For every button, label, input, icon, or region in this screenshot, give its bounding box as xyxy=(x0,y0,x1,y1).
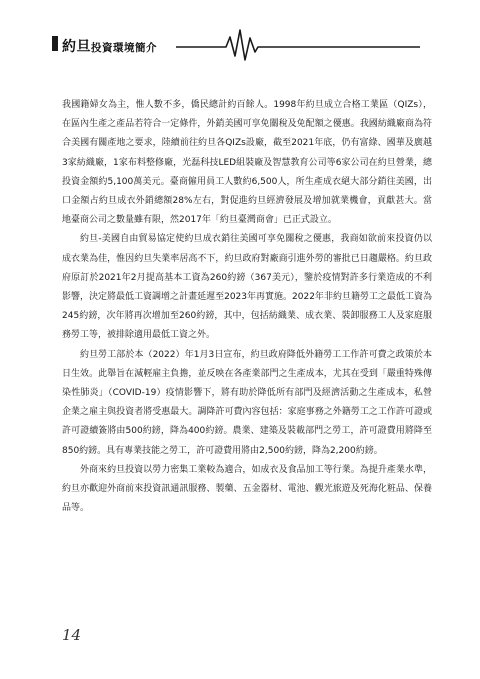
chapter-title xyxy=(62,36,157,56)
page-header xyxy=(0,0,480,90)
paragraph: 約旦-美國自由貿易協定使約旦成衣銷往美國可享免關稅之優惠，我商如欲前來投資仍以成衣業為佳，惟因約旦失業率居高不下，約旦政府對廠商引進外勞的審批已日趨嚴格。約旦政府原訂於2021年2月提高基本工資為260約鎊（367美元），鑒於疫情對許多行業造成的不利影響，決定將最低工資調增之計畫延遲至2023年再實施。2022年非約旦籍勞工之最低工資為245約鎊，次年將再次增加至260約鎊，其中，包括紡織業、成衣業、裝卸服務工人及家庭服務勞工等，被排除適用最低工資之外。 xyxy=(62,234,432,341)
body-text xyxy=(62,96,432,518)
page-number: 14 xyxy=(62,626,82,644)
paragraph: 外商來約旦投資以勞力密集工業較為適合，如成衣及食品加工等行業。為提升產業水準，約旦亦歡迎外商前來投資訊通訊服務、製藥、五金器材、電池、觀光旅遊及死海化粧品、保養品等。 xyxy=(62,464,432,514)
paragraph: 我國籍婦女為主，惟人數不多，僑民總計約百餘人。1998年約旦成立合格工業區（QIZs），在區內生產之產品若符合一定條件，外銷美國可享免關稅及免配額之優惠。我國紡織廠商為符合美國有關產地之要求，陸續前往約旦各QIZs設廠，截至2021年底，仍有富綠、國華及廣越3家紡織廠，1家布料整修廠，光磊科技LED組裝廠及智慧教育公司等6家公司在約旦營業，總投資金額約5,100萬美元。臺商僱用員工人數約6,500人，所生產成衣絕大部分銷往美國，出口金額占約旦成衣外銷總額28%左右，對促進約旦經濟發展及增加就業機會，貢獻甚大。當地臺商公司之數量雖有限，然2017年「約旦臺灣商會」已正式設立。 xyxy=(62,100,432,226)
paragraph: 約旦勞工部於本（2022）年1月3日宣布，約旦政府降低外籍勞工工作許可費之政策於本日生效。此舉旨在減輕雇主負擔，並反映在各產業部門之生產成本，尤其在受到「嚴重特殊傳染性肺炎」（COVID-19）疫情影響下，將有助於降低所有部門及經濟活動之生產成本，私營企業之雇主與投資者將受惠最大。調降許可費內容包括：家庭事務之外籍勞工之工作許可證或許可證續簽將由500約鎊，降為400約鎊。農業、建築及裝載部門之勞工，許可證費用將降至850約鎊。具有專業技能之勞工，許可證費用將由2,500約鎊，降為2,200約鎊。 xyxy=(62,349,432,456)
chapter-title-main: 約旦 xyxy=(62,39,91,55)
chapter-title-sub: 投資環境簡介 xyxy=(91,42,157,54)
